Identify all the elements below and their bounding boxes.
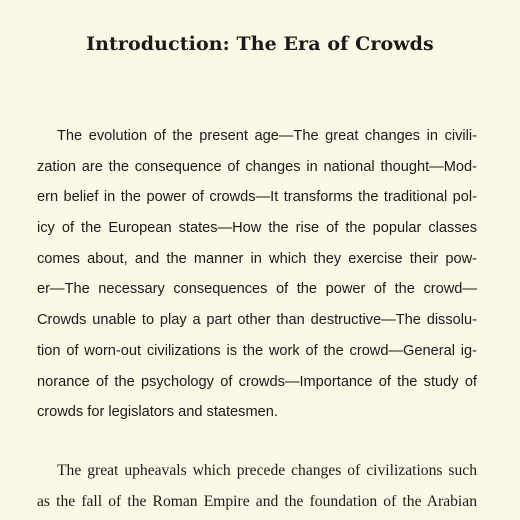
summary-line: The evolution of the present age—The great changes in civili- [57,128,477,144]
summary-line: ern belief in the power of crowds—It transforms the traditional pol- [37,189,477,206]
body-line: as the fall of the Roman Empire and the foundation of the Arabian [37,492,477,510]
summary-line: zation are the consequence of changes in national thought—Mod- [37,158,477,175]
body-line: The great upheavals which precede changes of civilizations such [57,462,477,479]
summary-line: Crowds unable to play a part other than destructive—The dissolu- [37,312,477,329]
summary-line: comes about, and the manner in which they exercise their pow- [37,250,477,267]
chapter-summary [37,121,477,428]
chapter-title: Introduction: The Era of Crowds [86,33,434,55]
summary-line: icy of the European states—How the rise of the popular classes [37,220,477,237]
summary-line: crowds for legislators and statesmen. [37,404,278,421]
summary-line: er—The necessary consequences of the power of the crowd— [37,281,477,298]
body-paragraph [37,456,477,517]
summary-line: tion of worn-out civilizations is the work of the crowd—General ig- [37,342,477,359]
summary-line: norance of the psychology of crowds—Importance of the study of [37,373,477,390]
